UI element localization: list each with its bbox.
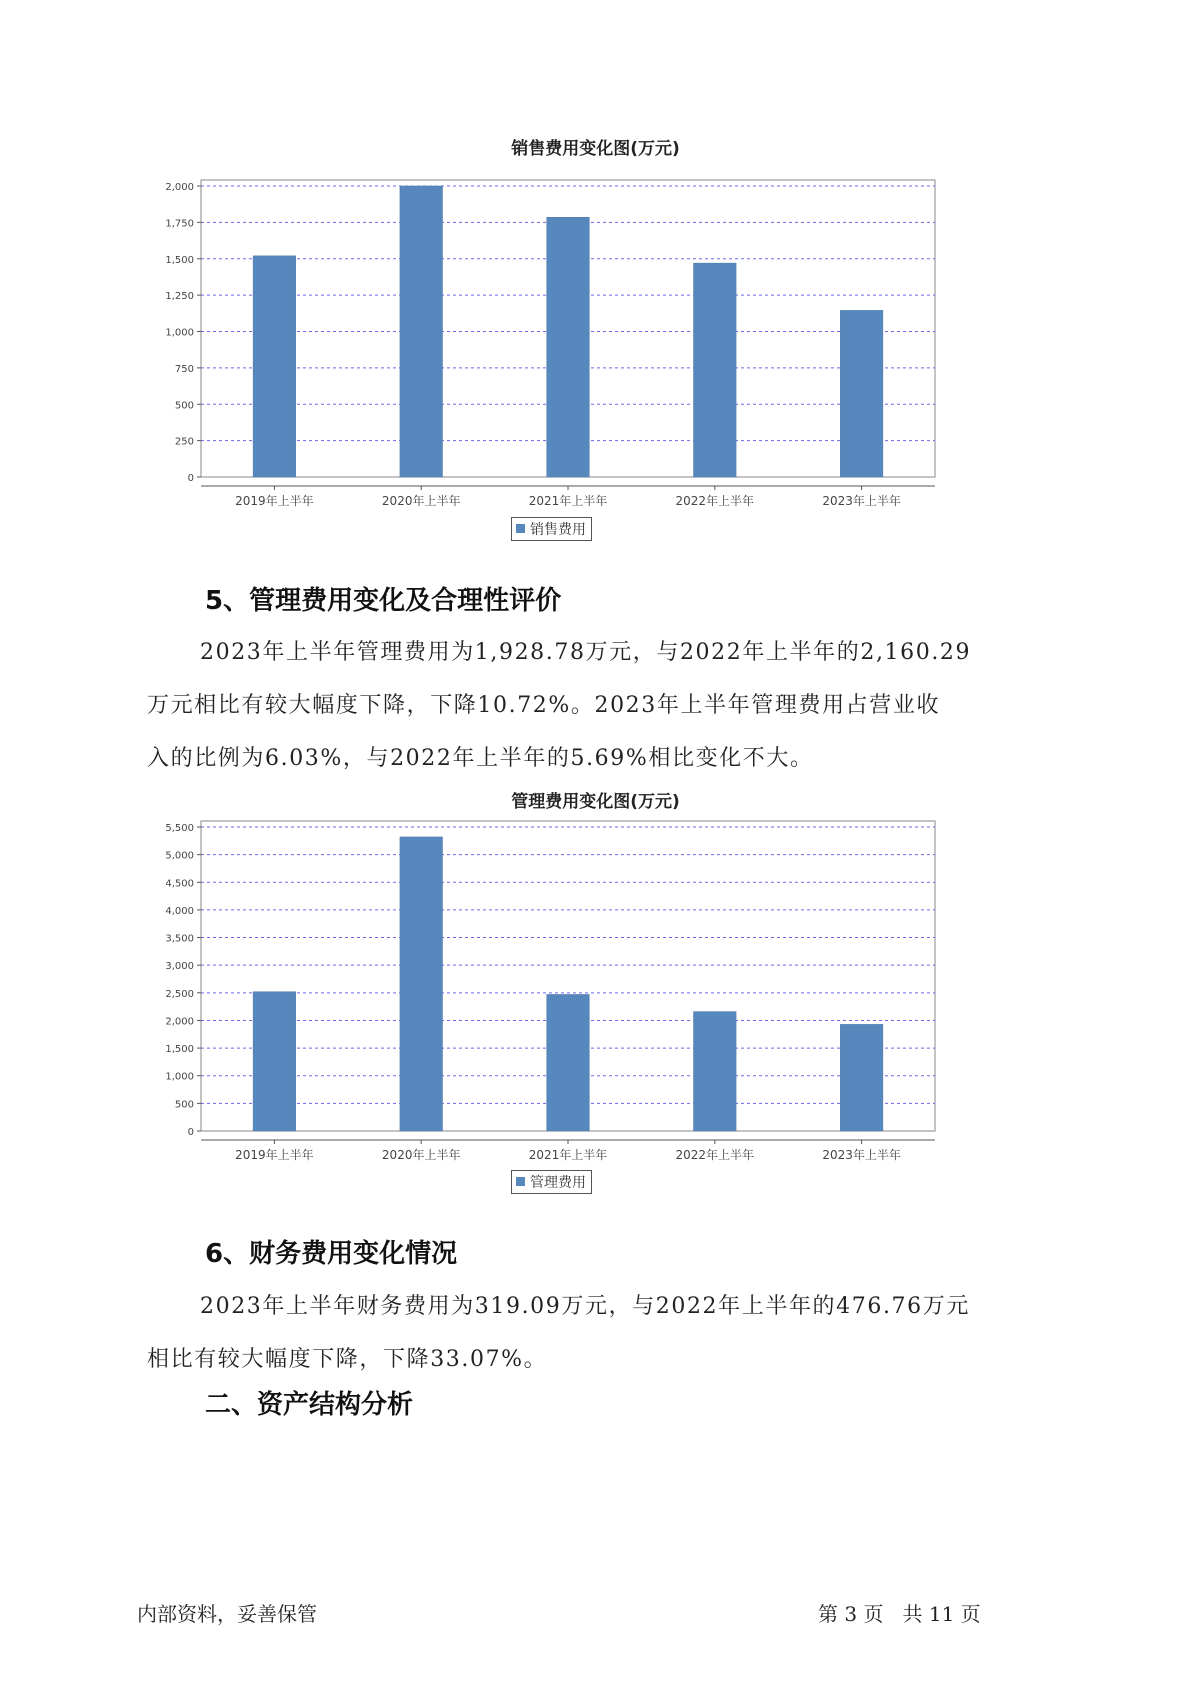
bar	[547, 217, 590, 477]
bar	[840, 310, 883, 477]
footer-left: 内部资料，妥善保管	[137, 1602, 317, 1626]
y-tick-label: 500	[174, 400, 194, 412]
y-tick-label: 3,000	[165, 961, 194, 973]
sales-expense-chart	[150, 168, 1020, 528]
chart-title: 管理费用变化图(万元)	[511, 792, 680, 812]
y-tick-label: 500	[174, 1099, 194, 1111]
legend-swatch	[516, 1177, 525, 1186]
y-tick-label: 250	[174, 436, 194, 448]
bar	[253, 256, 296, 477]
paragraph-line: 万元相比有较大幅度下降，下降10.72%。2023年上半年管理费用占营业收	[147, 693, 941, 718]
paragraph-line: 入的比例为6.03%，与2022年上半年的5.69%相比变化不大。	[147, 746, 814, 771]
y-tick-label: 5,000	[165, 850, 194, 862]
legend-label: 销售费用	[530, 522, 586, 538]
y-tick-label: 5,500	[165, 823, 194, 834]
y-tick-label: 0	[187, 473, 194, 484]
y-tick-label: 750	[174, 363, 194, 375]
paragraph-line: 相比有较大幅度下降，下降33.07%。	[147, 1347, 548, 1372]
section-heading: 二、资产结构分析	[205, 1390, 414, 1420]
bar	[400, 186, 443, 477]
x-tick-label: 2020年上半年	[381, 1148, 461, 1162]
y-tick-label: 1,000	[165, 327, 194, 339]
bar	[400, 837, 443, 1131]
y-tick-label: 4,500	[165, 878, 194, 890]
x-tick-label: 2022年上半年	[675, 1148, 755, 1162]
x-tick-label: 2019年上半年	[235, 494, 314, 508]
x-tick-label: 2021年上半年	[528, 494, 608, 508]
y-tick-label: 1,000	[165, 1071, 194, 1083]
y-tick-label: 3,500	[165, 933, 194, 945]
x-tick-label: 2021年上半年	[528, 1148, 608, 1162]
paragraph-line: 2023年上半年财务费用为319.09万元，与2022年上半年的476.76万元	[200, 1294, 970, 1319]
y-tick-label: 1,250	[165, 291, 194, 303]
y-tick-label: 1,500	[165, 254, 194, 266]
section-heading: 5、管理费用变化及合理性评价	[205, 586, 562, 616]
x-tick-label: 2020年上半年	[381, 494, 461, 508]
chart-svg	[150, 815, 1020, 1175]
y-tick-label: 2,000	[165, 182, 194, 193]
y-tick-label: 0	[187, 1127, 194, 1138]
y-tick-label: 2,000	[165, 1016, 194, 1028]
x-tick-label: 2022年上半年	[675, 494, 755, 508]
section-heading: 6、财务费用变化情况	[205, 1239, 458, 1269]
bar	[694, 263, 737, 477]
legend-label: 管理费用	[530, 1175, 586, 1191]
admin-expense-chart	[150, 815, 1020, 1175]
paragraph-line: 2023年上半年管理费用为1,928.78万元，与2022年上半年的2,160.29	[200, 640, 972, 665]
x-tick-label: 2023年上半年	[822, 494, 901, 508]
legend-swatch	[516, 524, 525, 533]
chart-title: 销售费用变化图(万元)	[511, 139, 680, 159]
bar	[840, 1024, 883, 1131]
y-tick-label: 1,500	[165, 1044, 194, 1056]
chart-legend	[511, 517, 592, 541]
y-tick-label: 4,000	[165, 905, 194, 917]
x-tick-label: 2023年上半年	[822, 1148, 901, 1162]
bar	[694, 1012, 737, 1131]
chart-svg	[150, 168, 1020, 528]
chart-legend	[511, 1170, 592, 1194]
footer-page-number: 第 3 页 共 11 页	[818, 1602, 981, 1626]
bar	[547, 994, 590, 1131]
x-tick-label: 2019年上半年	[235, 1148, 314, 1162]
paragraph	[147, 626, 1047, 785]
y-tick-label: 2,500	[165, 988, 194, 1000]
bar	[253, 992, 296, 1131]
y-tick-label: 1,750	[165, 218, 194, 230]
paragraph	[147, 1280, 1047, 1386]
